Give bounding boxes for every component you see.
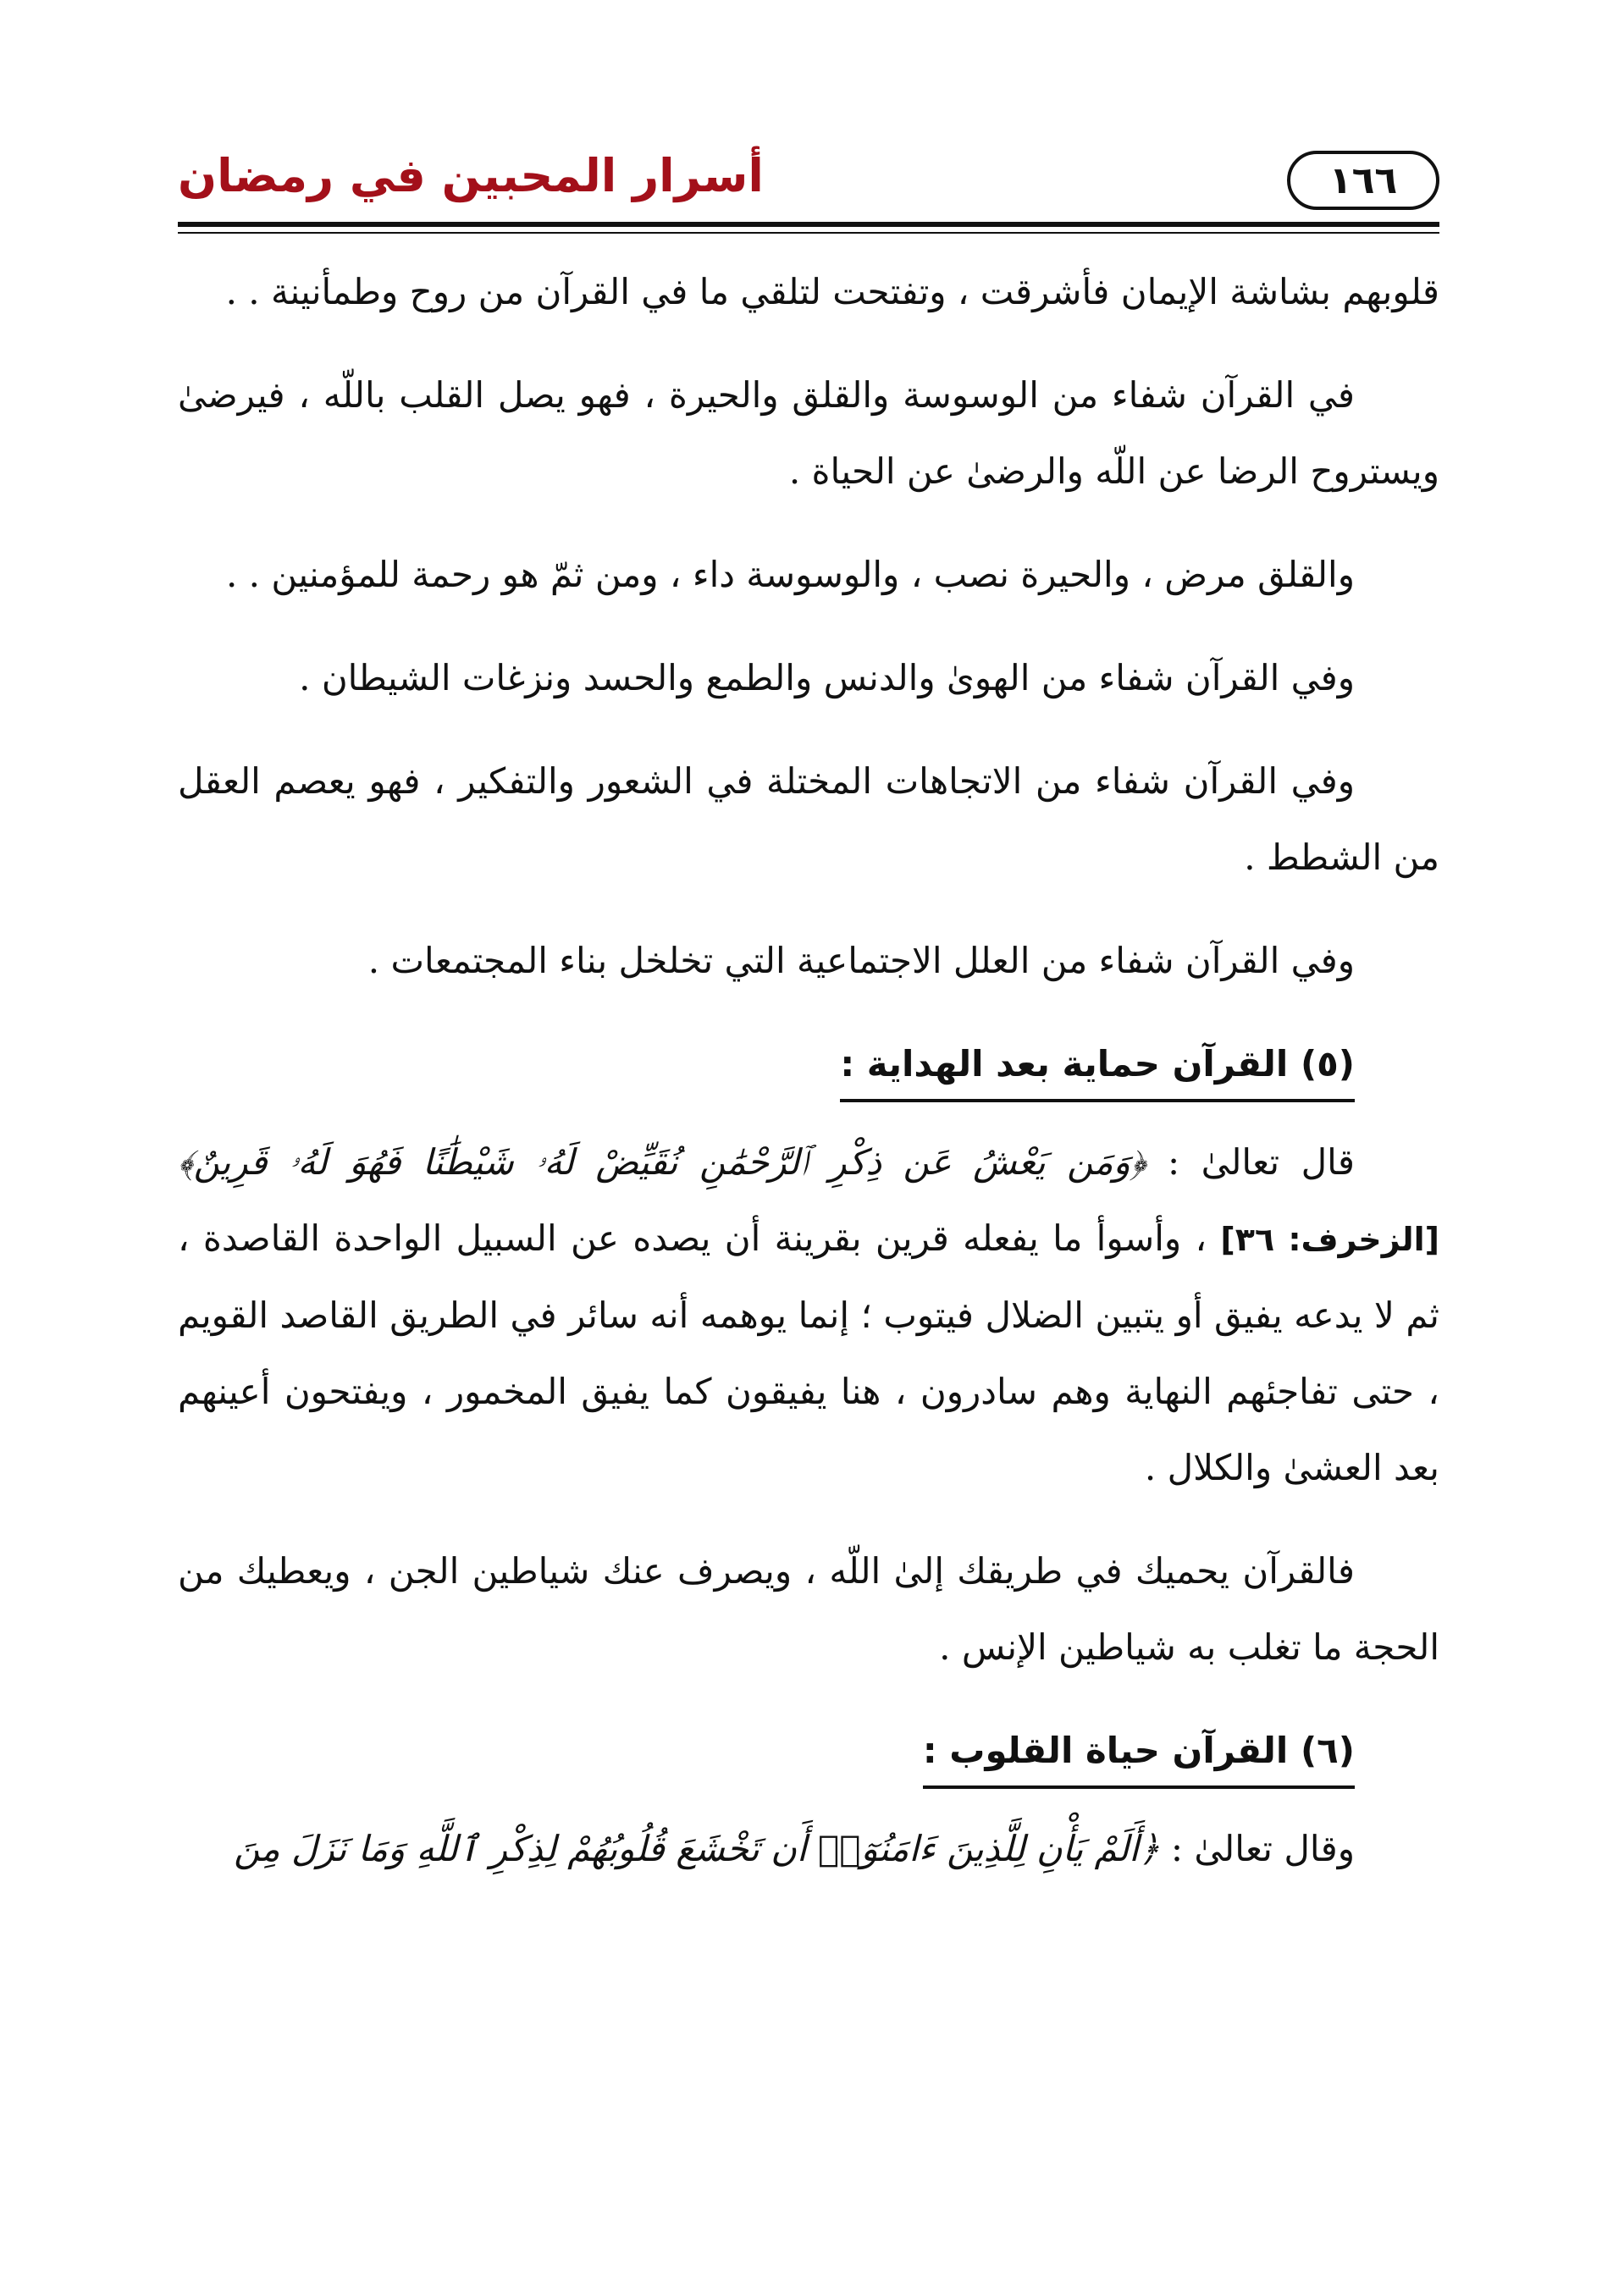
section-5-paragraph-2: فالقرآن يحميك في طريقك إلىٰ اللّه ، ويصرف عنك شياطين الجن ، ويعطيك من الحجة ما تغلب به شياطين الإنس . (178, 1550, 1439, 1668)
page-header (178, 142, 1439, 227)
section-5-paragraph (178, 1124, 1439, 1506)
header-rule-thick (178, 222, 1439, 227)
section-6-heading-row (178, 1713, 1439, 1789)
paragraph-5: وفي القرآن شفاء من الاتجاهات المختلة في الشعور والتفكير ، فهو يعصم العقل من الشطط . (178, 760, 1439, 878)
quran-verse-hadid: ﴿أَلَمْ يَأْنِ لِلَّذِينَ ءَامَنُوٓا۟ أَن تَخْشَعَ قُلُوبُهُمْ لِذِكْرِ ٱللَّهِ وَمَا نَزَلَ مِنَ (234, 1828, 1160, 1869)
header-rule-thin (178, 232, 1439, 234)
section-5-intro: قال تعالىٰ : (1146, 1141, 1355, 1183)
paragraph-2: في القرآن شفاء من الوسوسة والقلق والحيرة ، فهو يصل القلب باللّه ، فيرضىٰ ويستروح الرضا عن اللّه والرضىٰ عن الحياة . (178, 374, 1439, 492)
section-6-intro: وقال تعالىٰ : (1159, 1828, 1355, 1869)
verse-reference: [الزخرف: ٣٦] (1220, 1221, 1439, 1258)
page-body (178, 254, 1439, 1914)
page-number-badge (1287, 151, 1439, 210)
section-5-heading-row (178, 1026, 1439, 1102)
paragraph-1: قلوبهم بشاشة الإيمان فأشرقت ، وتفتحت لتلقي ما في القرآن من روح وطمأنينة . . (225, 271, 1439, 312)
section-6-paragraph (178, 1811, 1439, 1887)
running-title: أسرار المحبين في رمضان (178, 149, 764, 202)
section-5-heading: (٥) القرآن حماية بعد الهداية : (840, 1035, 1355, 1102)
quran-verse-zukhruf: ﴿وَمَن يَعْشُ عَن ذِكْرِ ٱلرَّحْمَٰنِ نُقَيِّضْ لَهُۥ شَيْطَٰنًا فَهُوَ لَهُۥ قَرِينٌ﴾ (178, 1141, 1146, 1183)
section-5-body: ، وأسوأ ما يفعله قرين بقرينة أن يصده عن السبيل الواحدة القاصدة ، ثم لا يدعه يفيق أو يتبين الضلال فيتوب ؛ إنما يوهمه أنه سائر في الطريق القاصد القويم ، حتى تفاجئهم النهاية وهم سادرون ، هنا يفيقون كما يفيق المخمور ، ويفتحون أعينهم بعد العشىٰ والكلال . (178, 1217, 1439, 1488)
page-number: ١٦٦ (1328, 158, 1398, 202)
section-6-heading: (٦) القرآن حياة القلوب : (923, 1721, 1355, 1789)
paragraph-3: والقلق مرض ، والحيرة نصب ، والوسوسة داء ، ومن ثمّ هو رحمة للمؤمنين . . (225, 554, 1355, 595)
paragraph-4: وفي القرآن شفاء من الهوىٰ والدنس والطمع والحسد ونزغات الشيطان . (299, 657, 1355, 698)
paragraph-6: وفي القرآن شفاء من العلل الاجتماعية التي تخلخل بناء المجتمعات . (367, 940, 1355, 981)
